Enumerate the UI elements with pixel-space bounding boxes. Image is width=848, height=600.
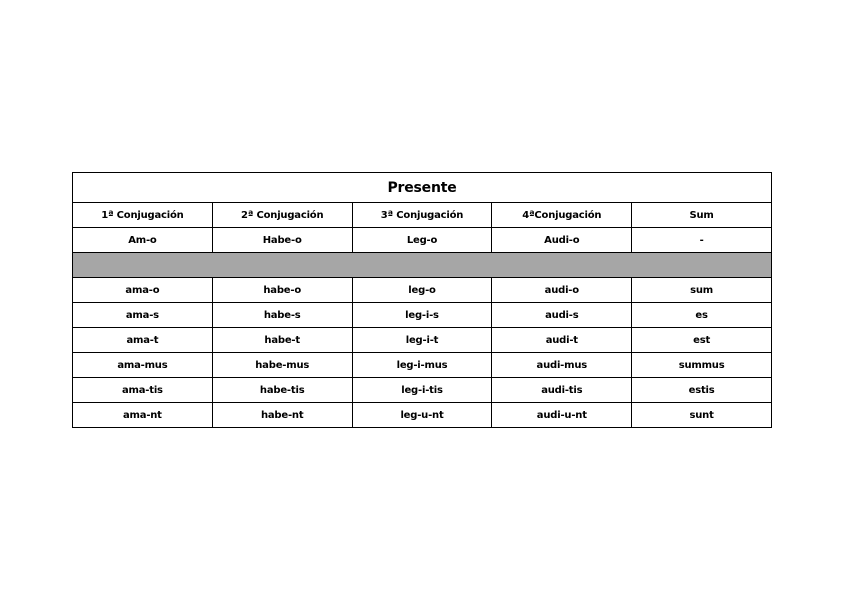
table-cell: habe-o bbox=[212, 278, 352, 303]
table-cell: estis bbox=[632, 378, 772, 403]
table-cell: habe-mus bbox=[212, 353, 352, 378]
table-cell: audi-tis bbox=[492, 378, 632, 403]
table-title: Presente bbox=[73, 173, 772, 203]
table-cell: ama-s bbox=[73, 303, 213, 328]
table-cell: summus bbox=[632, 353, 772, 378]
table-cell: leg-i-t bbox=[352, 328, 492, 353]
table-row bbox=[73, 278, 772, 303]
separator-cell bbox=[73, 253, 213, 278]
table-cell: habe-s bbox=[212, 303, 352, 328]
header-cell-1: 1ª Conjugación bbox=[73, 203, 213, 228]
table-cell: ama-tis bbox=[73, 378, 213, 403]
table-cell: audi-t bbox=[492, 328, 632, 353]
table-cell: leg-u-nt bbox=[352, 403, 492, 428]
table-cell: es bbox=[632, 303, 772, 328]
table-cell: audi-s bbox=[492, 303, 632, 328]
table-cell: audi-o bbox=[492, 278, 632, 303]
stem-cell-4: Audi-o bbox=[492, 228, 632, 253]
table-cell: leg-i-mus bbox=[352, 353, 492, 378]
table-cell: ama-mus bbox=[73, 353, 213, 378]
stem-cell-2: Habe-o bbox=[212, 228, 352, 253]
separator-cell bbox=[632, 253, 772, 278]
separator-cell bbox=[492, 253, 632, 278]
table-cell: habe-t bbox=[212, 328, 352, 353]
table-cell: leg-o bbox=[352, 278, 492, 303]
header-cell-3: 3ª Conjugación bbox=[352, 203, 492, 228]
table-cell: ama-t bbox=[73, 328, 213, 353]
table-cell: sum bbox=[632, 278, 772, 303]
table-row bbox=[73, 303, 772, 328]
table-cell: audi-mus bbox=[492, 353, 632, 378]
table-row bbox=[73, 328, 772, 353]
header-cell-sum: Sum bbox=[632, 203, 772, 228]
stem-row bbox=[73, 228, 772, 253]
table-cell: ama-o bbox=[73, 278, 213, 303]
header-row bbox=[73, 203, 772, 228]
stem-cell-sum: - bbox=[632, 228, 772, 253]
table-cell: leg-i-s bbox=[352, 303, 492, 328]
table-cell: sunt bbox=[632, 403, 772, 428]
table-cell: habe-nt bbox=[212, 403, 352, 428]
separator-cell bbox=[212, 253, 352, 278]
table-row bbox=[73, 353, 772, 378]
table-cell: habe-tis bbox=[212, 378, 352, 403]
table-cell: audi-u-nt bbox=[492, 403, 632, 428]
separator-row bbox=[73, 253, 772, 278]
table-row bbox=[73, 378, 772, 403]
header-cell-2: 2ª Conjugación bbox=[212, 203, 352, 228]
conjugation-table bbox=[72, 172, 772, 428]
table-cell: est bbox=[632, 328, 772, 353]
table-row bbox=[73, 403, 772, 428]
table-cell: leg-i-tis bbox=[352, 378, 492, 403]
stem-cell-3: Leg-o bbox=[352, 228, 492, 253]
table-cell: ama-nt bbox=[73, 403, 213, 428]
separator-cell bbox=[352, 253, 492, 278]
stem-cell-1: Am-o bbox=[73, 228, 213, 253]
header-cell-4: 4ªConjugación bbox=[492, 203, 632, 228]
